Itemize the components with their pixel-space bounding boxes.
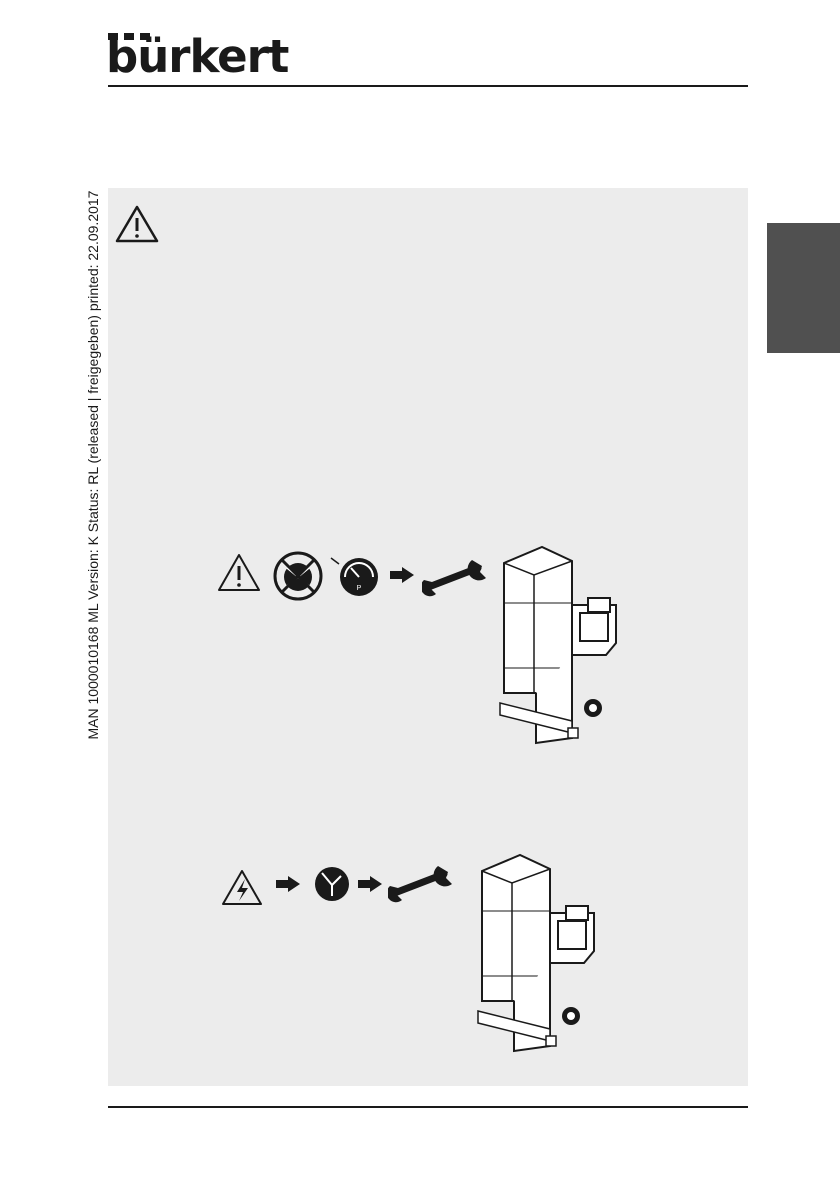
pressure-gauge-icon	[329, 554, 381, 598]
wrench-icon	[388, 860, 460, 904]
power-off-icon	[312, 864, 352, 904]
warning-triangle-icon	[216, 552, 262, 594]
no-pressure-icon	[272, 550, 324, 602]
header-rule	[108, 85, 748, 87]
logo-text: bürkert	[106, 30, 289, 83]
electric-hazard-icon	[220, 868, 264, 908]
valve-device-illustration	[474, 851, 624, 1066]
warning-panel	[108, 188, 748, 1086]
arrow-right-icon	[388, 566, 416, 584]
wrench-icon	[422, 554, 494, 598]
electric-warning-sequence	[220, 860, 470, 910]
arrow-right-icon	[356, 875, 384, 893]
pressure-warning-sequence	[216, 550, 496, 610]
side-note-text: MAN 1000010168 ML Version: K Status: RL (released | freigegeben) printed: 22.09.2017	[85, 190, 101, 740]
arrow-right-icon	[274, 875, 302, 893]
valve-device-illustration	[496, 543, 646, 758]
warning-triangle-icon	[114, 204, 160, 244]
chapter-tab-marker	[767, 223, 840, 353]
footer-rule	[108, 1106, 748, 1108]
svg-text:P: P	[356, 585, 362, 592]
burkert-logo	[106, 30, 289, 83]
